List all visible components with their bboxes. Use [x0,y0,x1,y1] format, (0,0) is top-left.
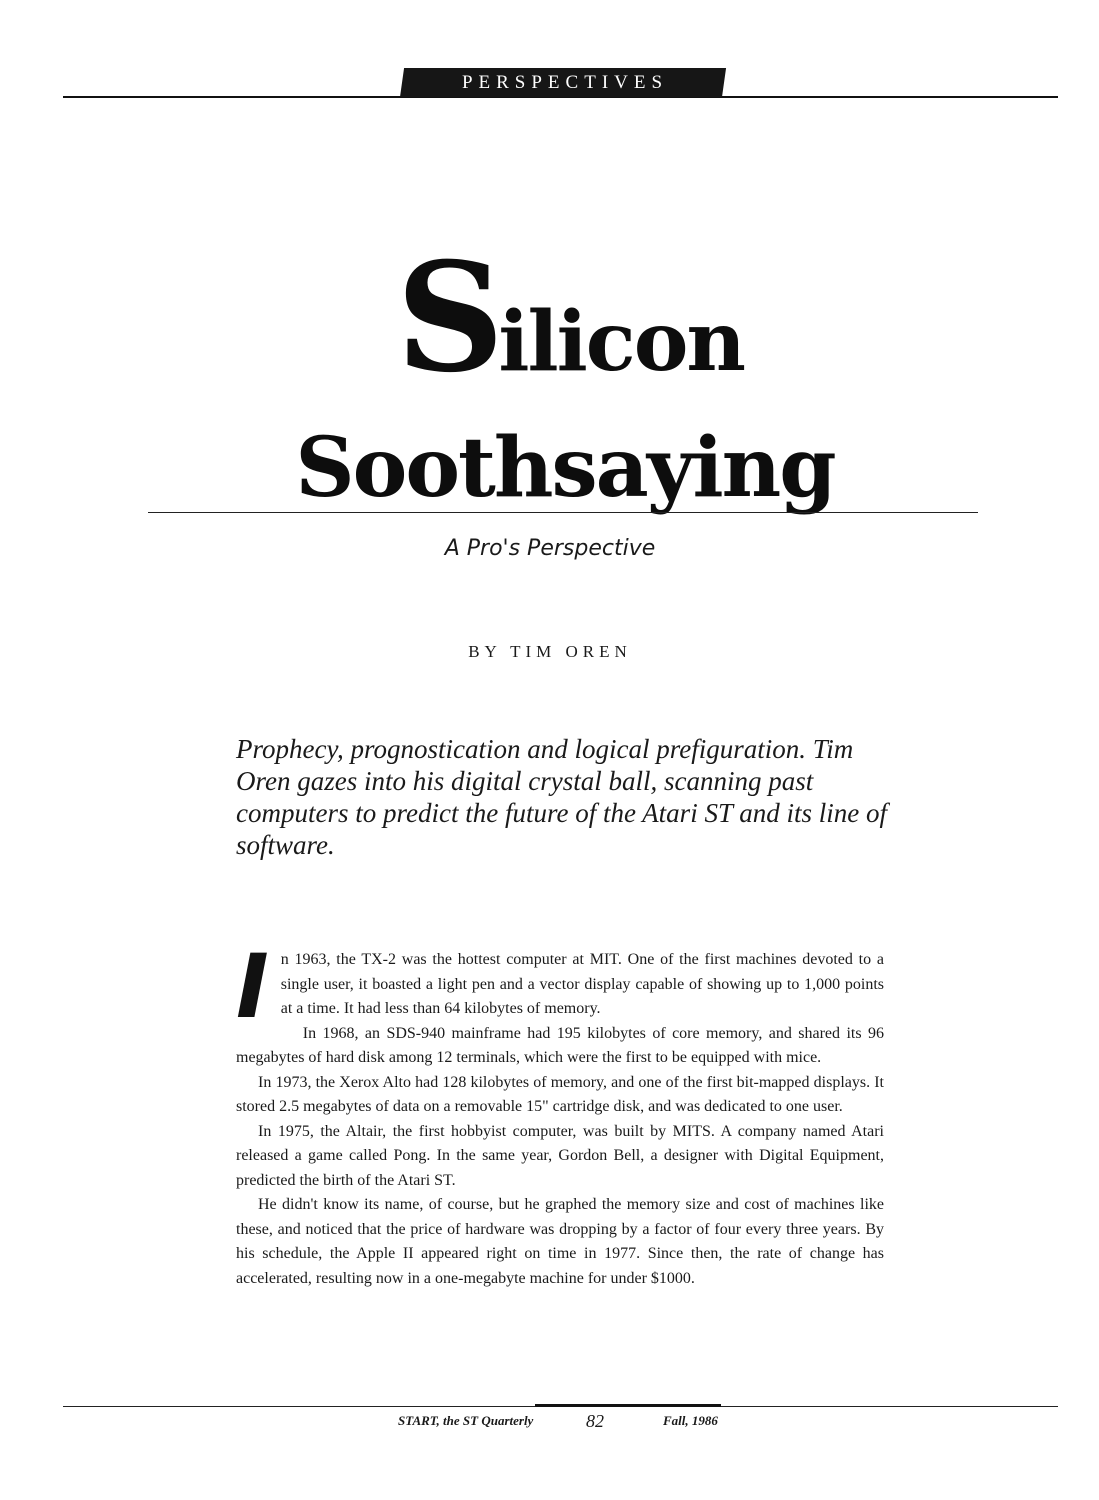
article-title-line-2: Soothsaying [295,420,835,516]
body-paragraph-1-text: n 1963, the TX-2 was the hottest computer at MIT. One of the first machines devoted to a single user, it boasted a light pen and a vector display capable of showing up to 1,000 points at a time. It had less than 64 kilobytes of memory. [280,951,884,1017]
footer-issue: Fall, 1986 [663,1413,718,1428]
article-title-line-1 [200,230,940,406]
title-initial: S [395,230,499,406]
section-label: PERSPECTIVES [461,72,669,93]
page-number: 82 [586,1411,604,1431]
body-paragraph: In 1975, the Altair, the first hobbyist computer, was built by MITS. A company named Atari released a game called Pong. In the same year, Gordon Bell, a designer with Digital Equipment, predicted the birth of the Atari ST. [236,1122,884,1189]
byline: BY TIM OREN [468,642,632,661]
footer-publication: START, the ST Quarterly [398,1413,534,1428]
article-deck: Prophecy, prognostication and logical prefiguration. Tim Oren gazes into his digital crystal ball, scanning past computers to predict the future of the Atari ST and its line of software. [236,734,887,860]
footer-bar [535,1404,721,1407]
body-paragraph-1 [236,935,884,1038]
title-line-1-rest: ilicon [498,294,745,390]
drop-cap: I [236,935,269,1038]
body-paragraph: In 1973, the Xerox Alto had 128 kilobytes of memory, and one of the first bit-mapped displays. It stored 2.5 megabytes of data on a removable 15" cartridge disk, and was dedicated to one user. [236,1073,884,1115]
body-paragraph: He didn't know its name, of course, but he graphed the memory size and cost of machines like these, and noticed that the price of hardware was dropping by a factor of four every three years. By his schedule, the Apple II appeared right on time in 1977. Since then, the rate of change has accelerated, resulting now in a one-megabyte machine for under $1000. [236,1196,884,1287]
article-body [236,935,884,1291]
title-rule [148,512,978,513]
article-subtitle: A Pro's Perspective [444,536,656,561]
body-paragraph: In 1968, an SDS-940 mainframe had 195 kilobytes of core memory, and shared its 96 megabytes of hard disk among 12 terminals, which were the first to be equipped with mice. [236,1024,884,1066]
